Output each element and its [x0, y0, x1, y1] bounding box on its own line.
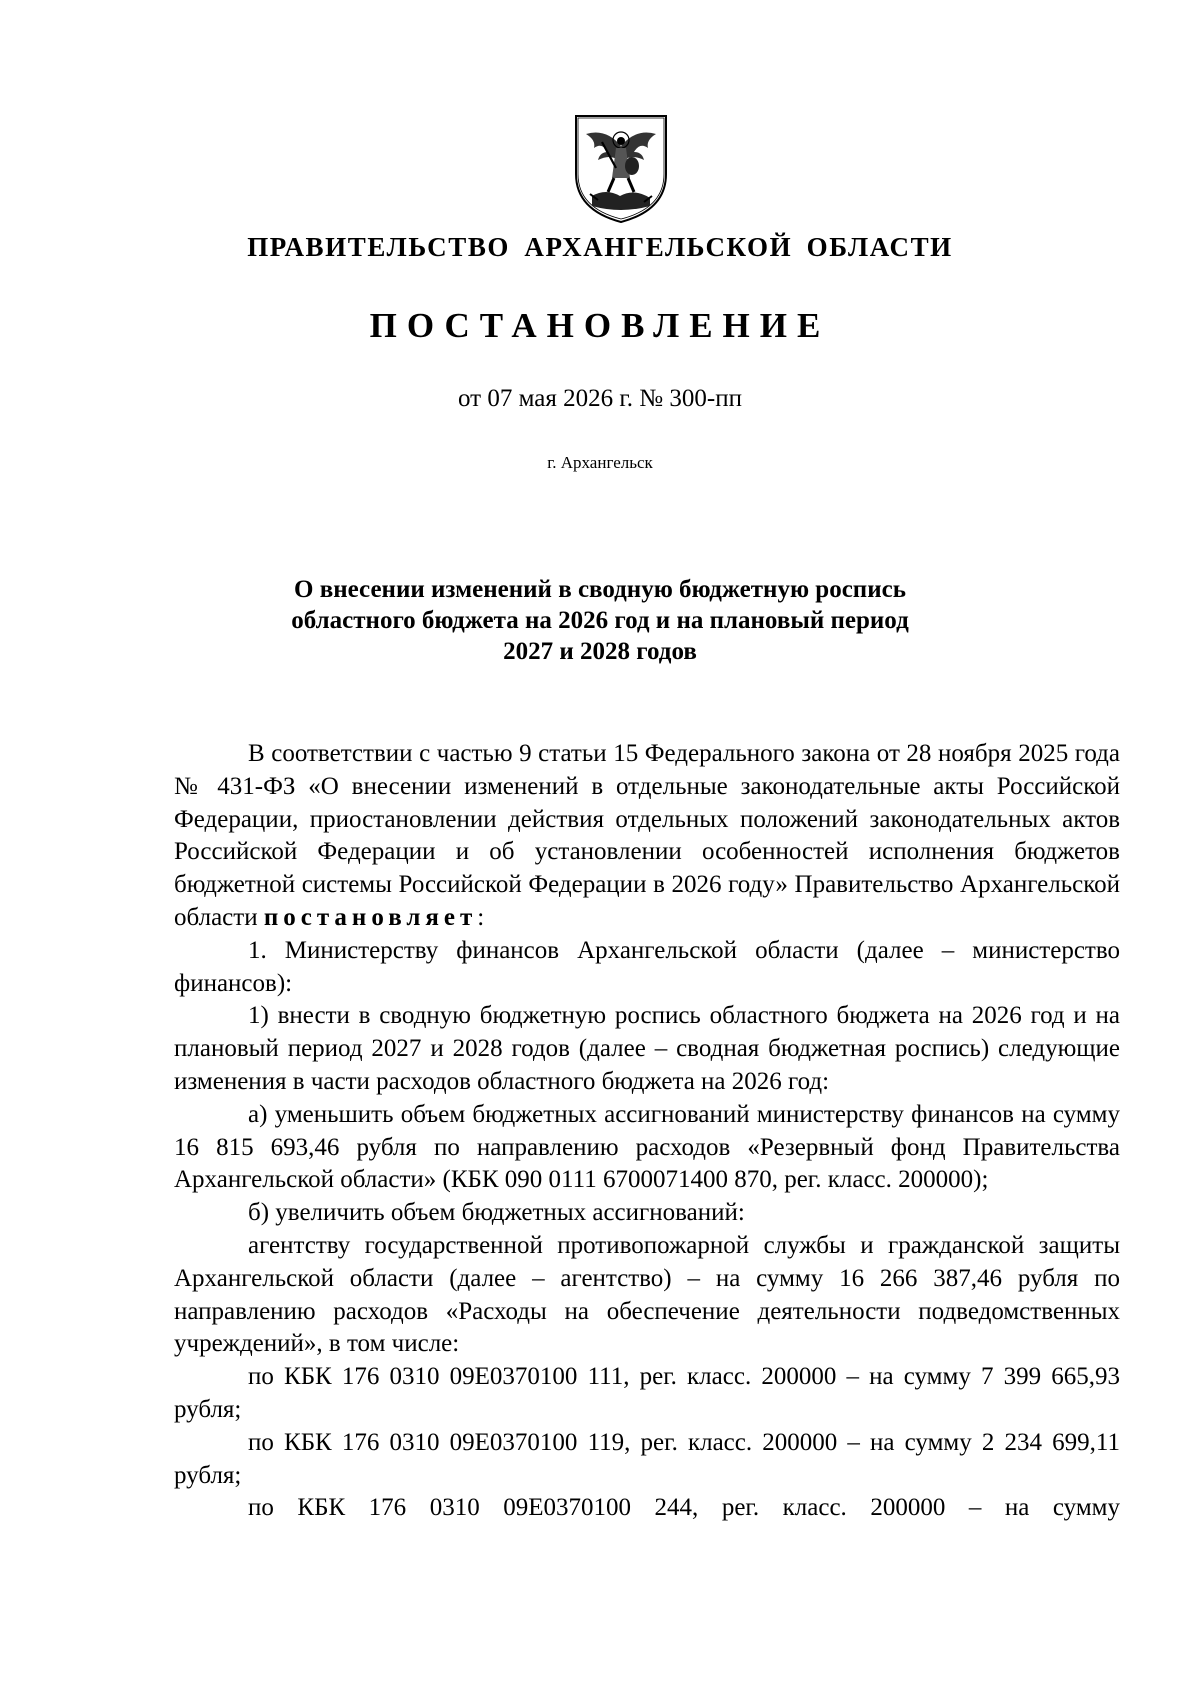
coat-of-arms-icon: [572, 112, 670, 224]
preamble-paragraph: [174, 738, 1120, 935]
paragraph-kbk-1: по КБК 176 0310 09Е0370100 111, рег. класс. 200000 – на сумму 7 399 665,93 рубля;: [174, 1363, 1120, 1423]
paragraph-item-1: 1. Министерству финансов Архангельской области (далее – министерство финансов):: [174, 936, 1120, 997]
paragraph-kbk-2: по КБК 176 0310 09Е0370100 119, рег. класс. 200000 – на сумму 2 234 699,11 рубля;: [174, 1428, 1120, 1489]
title-line: 2027 и 2028 годов: [503, 638, 697, 665]
document-title: [0, 574, 1200, 667]
paragraph-agency: агентству государственной противопожарной службы и гражданской защиты Архангельской области (далее – агентство) – на сумму 16 266 387,46 рубля по направлению расходов «Расходы на обеспечение деятельности подведомственных учреждений», в том числе:: [174, 1231, 1120, 1358]
document-body: [174, 738, 1120, 1525]
paragraph-item-1-1: 1) внести в сводную бюджетную роспись областного бюджета на 2026 год и на плановый период 2027 и 2028 годов (далее – сводная бюджетная роспись) следующие изменения в части расходов областного бюджета на 2026 год:: [174, 1002, 1120, 1095]
decree-colon: :: [477, 903, 485, 931]
document-type: ПОСТАНОВЛЕНИЕ: [369, 306, 831, 345]
decree-word: постановляет: [263, 903, 478, 931]
organization-name: ПРАВИТЕЛЬСТВО АРХАНГЕЛЬСКОЙ ОБЛАСТИ: [247, 232, 953, 262]
title-line: областного бюджета на 2026 год и на плановый период: [291, 607, 909, 634]
title-line: О внесении изменений в сводную бюджетную роспись: [294, 576, 906, 603]
date-and-number: от 07 мая 2026 г. № 300-пп: [458, 385, 742, 412]
paragraph-item-a: а) уменьшить объем бюджетных ассигнований министерству финансов на сумму 16 815 693,46 рубля по направлению расходов «Резервный фонд Правительства Архангельской области» (КБК 090 0111 6700071400 870, рег. класс. 200000);: [174, 1100, 1120, 1194]
paragraph-item-b: б) увеличить объем бюджетных ассигнований:: [248, 1199, 745, 1227]
preamble-text: В соответствии с частью 9 статьи 15 Федерального закона от 28 ноября 2025 года № 431-ФЗ «О внесении изменений в отдельные законодательные акты Российской Федерации, приостановлении действия отдельных положений законодательных актов Российской Федерации и об установлении особенностей исполнения бюджетов бюджетной системы Российской Федерации в 2026 году» Правительство Архангельской области: [174, 740, 1120, 931]
city: г. Архангельск: [547, 453, 653, 472]
paragraph-kbk-3: по КБК 176 0310 09Е0370100 244, рег. класс. 200000 – на сумму: [248, 1494, 1120, 1522]
